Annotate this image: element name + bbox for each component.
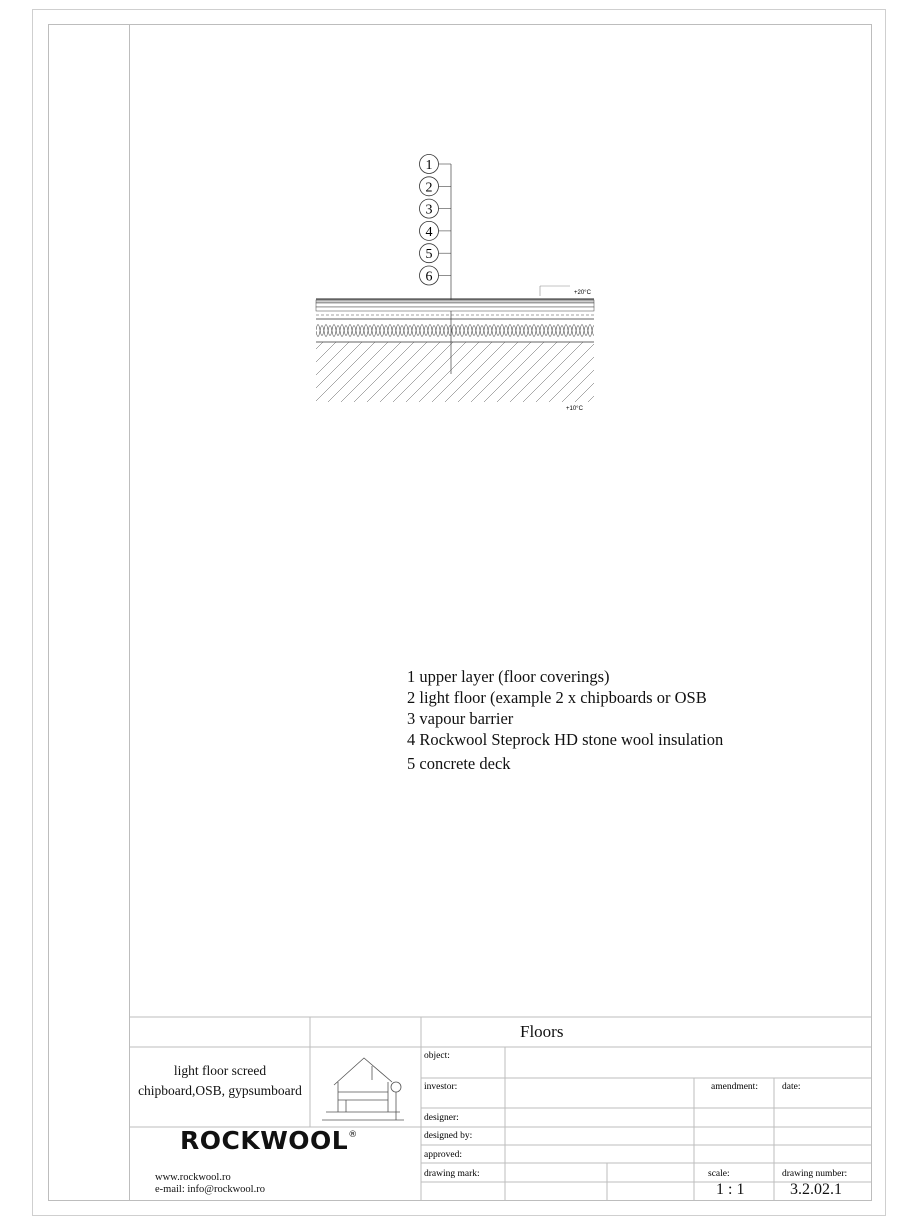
- concrete-deck-hatch: [250, 342, 674, 402]
- approved-label: approved:: [424, 1150, 462, 1160]
- legend-item-5: 5 concrete deck: [407, 754, 511, 773]
- callout-number-6: 6: [425, 269, 433, 285]
- chipboard-layer-1: [316, 303, 594, 307]
- callout-number-2: 2: [425, 180, 433, 196]
- logo-text: ROCKWOOL: [180, 1126, 349, 1155]
- object-label: object:: [424, 1051, 450, 1061]
- temp-bottom-label: +10°C: [566, 406, 583, 412]
- detail-description: [130, 1061, 310, 1101]
- layer-legend: [407, 666, 723, 774]
- detail-description-line-1: light floor screed: [173, 1063, 267, 1078]
- rockwool-logo: [180, 1126, 358, 1155]
- temp-top-label: +20°C: [574, 290, 591, 296]
- logo-registered-mark: ®: [348, 1130, 358, 1140]
- legend-item-3: 3 vapour barrier: [407, 709, 514, 728]
- callout-number-1: 1: [425, 158, 433, 173]
- drawing-mark-label: drawing mark:: [424, 1169, 480, 1179]
- legend-item-1: 1 upper layer (floor coverings): [407, 667, 610, 686]
- callout-number-4: 4: [425, 224, 433, 240]
- drawing-number-value: 3.2.02.1: [790, 1181, 842, 1198]
- drawing-number-label: drawing number:: [782, 1169, 848, 1179]
- scale-value: 1 : 1: [716, 1181, 745, 1198]
- designer-label: designer:: [424, 1113, 459, 1123]
- drawing-title: Floors: [520, 1022, 564, 1041]
- callout-number-3: 3: [425, 202, 433, 218]
- callout-group: [420, 155, 452, 286]
- house-section-icon: [322, 1058, 404, 1120]
- amendment-label: amendment:: [711, 1082, 758, 1092]
- chipboard-layer-2: [316, 307, 594, 311]
- date-label: date:: [782, 1082, 801, 1092]
- legend-item-4: 4 Rockwool Steprock HD stone wool insulation: [407, 730, 724, 749]
- investor-label: investor:: [424, 1082, 458, 1092]
- contact-info: [155, 1172, 265, 1196]
- website-link[interactable]: www.rockwool.ro: [155, 1172, 231, 1183]
- floor-covering-layer: [316, 300, 594, 303]
- callout-number-5: 5: [425, 247, 433, 263]
- scale-label: scale:: [708, 1169, 730, 1179]
- email-link[interactable]: e-mail: info@rockwool.ro: [155, 1184, 265, 1195]
- legend-item-2: 2 light floor (example 2 x chipboards or OSB: [407, 688, 707, 707]
- designed-by-label: designed by:: [424, 1131, 473, 1141]
- detail-description-line-2: chipboard,OSB, gypsumboard: [138, 1083, 302, 1098]
- insulation-layer: [316, 325, 604, 337]
